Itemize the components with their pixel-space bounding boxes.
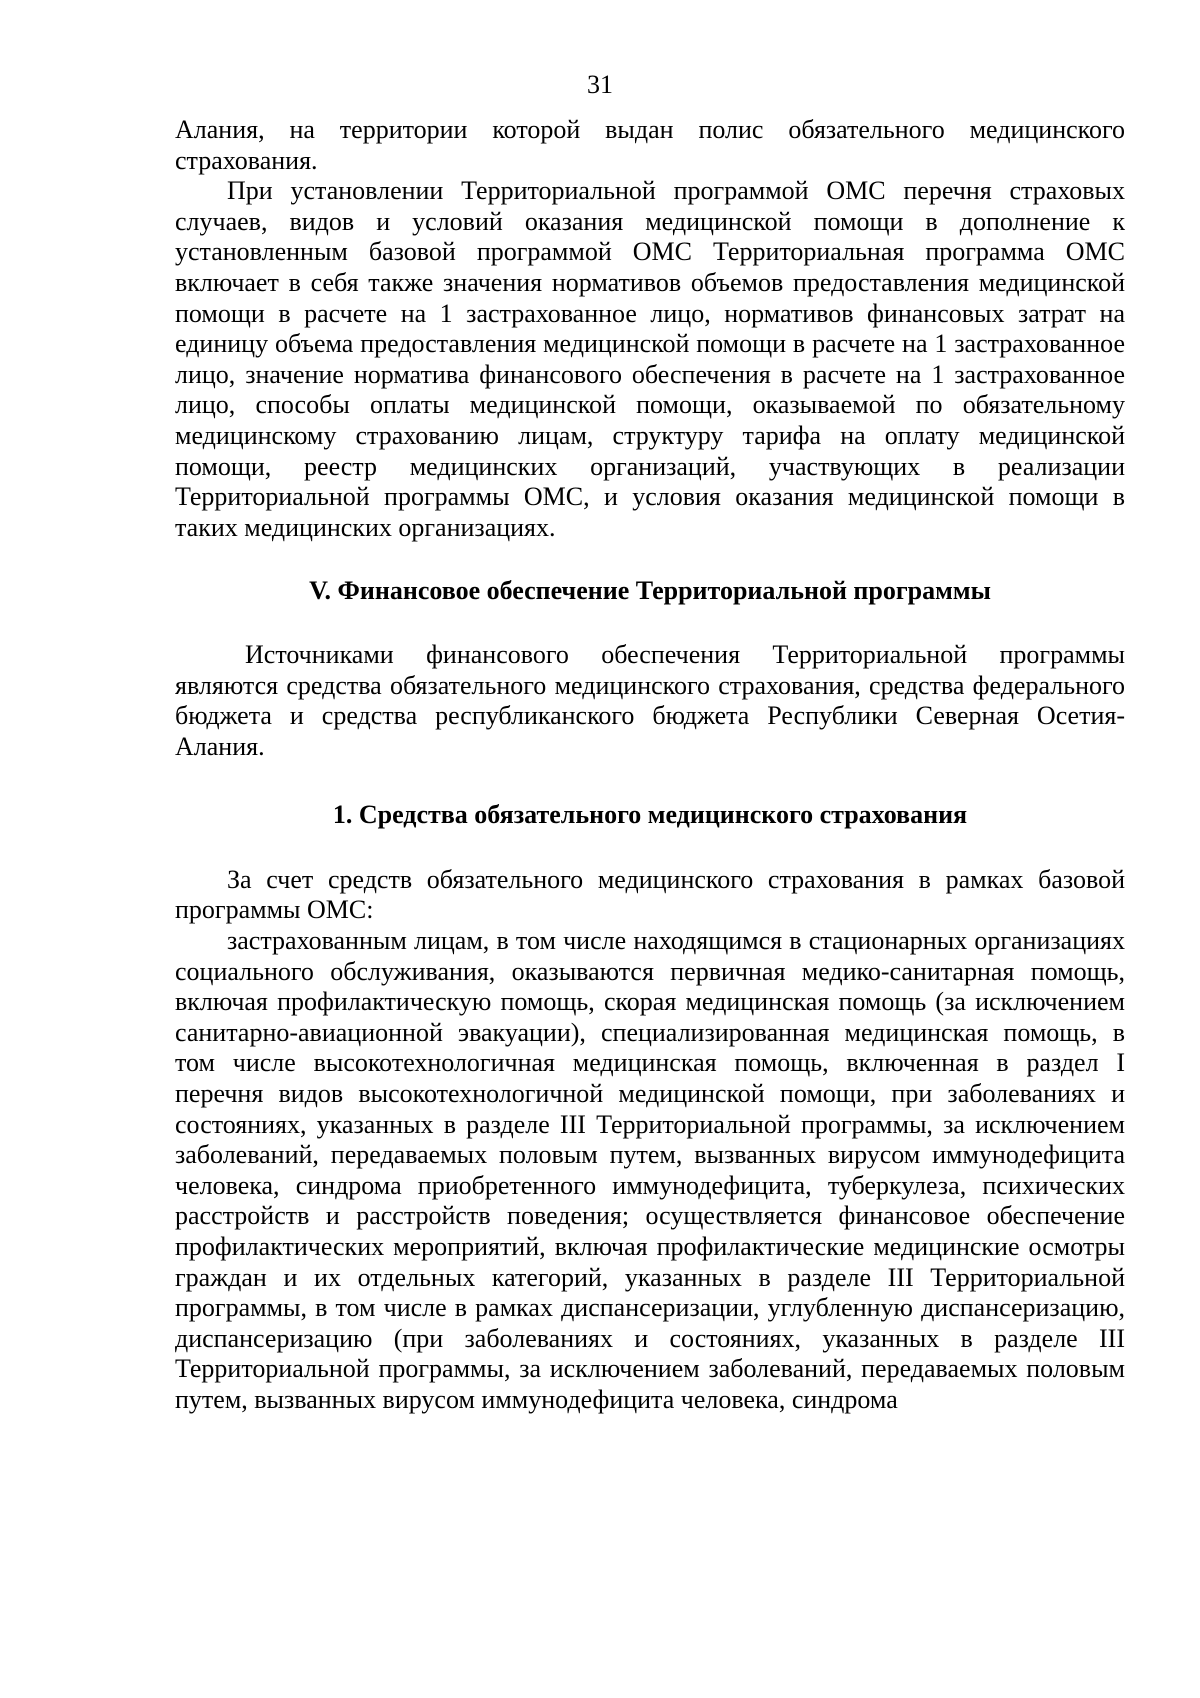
paragraph-oms-intro: За счет средств обязательного медицинского страхования в рамках базовой программы ОМС: xyxy=(175,864,1125,925)
page-number: 31 xyxy=(587,70,613,99)
paragraph-continuation: Алания, на территории которой выдан полис обязательного медицинского страхования. xyxy=(175,115,1125,175)
paragraph-territorial-program: При установлении Территориальной программой ОМС перечня страховых случаев, видов и условий оказания медицинской помощи в дополнение к установленным базовой программой ОМС Территориальная программа ОМС включает в себя также значения нормативов объемов предоставления медицинской помощи в расчете на 1 застрахованное лицо, нормативов финансовых затрат на единицу объема предоставления медицинской помощи в расчете на 1 застрахованное лицо, значение норматива финансового обеспечения в расчете на 1 застрахованное лицо, способы оплаты медицинской помощи, оказываемой по обязательному медицинскому страхованию лицам, структуру тарифа на оплату медицинской помощи, реестр медицинских организаций, участвующих в реализации Территориальной программы ОМС, и условия оказания медицинской помощи в таких медицинских организациях. xyxy=(175,176,1125,542)
document-body xyxy=(175,115,1125,1416)
subsection-heading: 1. Средства обязательного медицинского страхования xyxy=(332,800,968,830)
section-heading: V. Финансовое обеспечение Территориальной программы xyxy=(309,576,991,606)
paragraph-funding-sources: Источниками финансового обеспечения Территориальной программы являются средства обязательного медицинского страхования, средства федерального бюджета и средства республиканского бюджета Республики Северная Осетия-Алания. xyxy=(175,639,1125,761)
paragraph-insured-persons: застрахованным лицам, в том числе находящимся в стационарных организациях социального обслуживания, оказываются первичная медико-санитарная помощь, включая профилактическую помощь, скорая медицинская помощь (за исключением санитарно-авиационной эвакуации), специализированная медицинская помощь, в том числе высокотехнологичная медицинская помощь, включенная в раздел I перечня видов высокотехнологичной медицинской помощи, при заболеваниях и состояниях, указанных в разделе III Территориальной программы, за исключением заболеваний, передаваемых половым путем, вызванных вирусом иммунодефицита человека, синдрома приобретенного иммунодефицита, туберкулеза, психических расстройств и расстройств поведения; осуществляется финансовое обеспечение профилактических мероприятий, включая профилактические медицинские осмотры граждан и их отдельных категорий, указанных в разделе III Территориальной программы, в том числе в рамках диспансеризации, углубленную диспансеризацию, диспансеризацию (при заболеваниях и состояниях, указанных в разделе III Территориальной программы, за исключением заболеваний, передаваемых половым путем, вызванных вирусом иммунодефицита человека, синдрома xyxy=(175,926,1125,1414)
